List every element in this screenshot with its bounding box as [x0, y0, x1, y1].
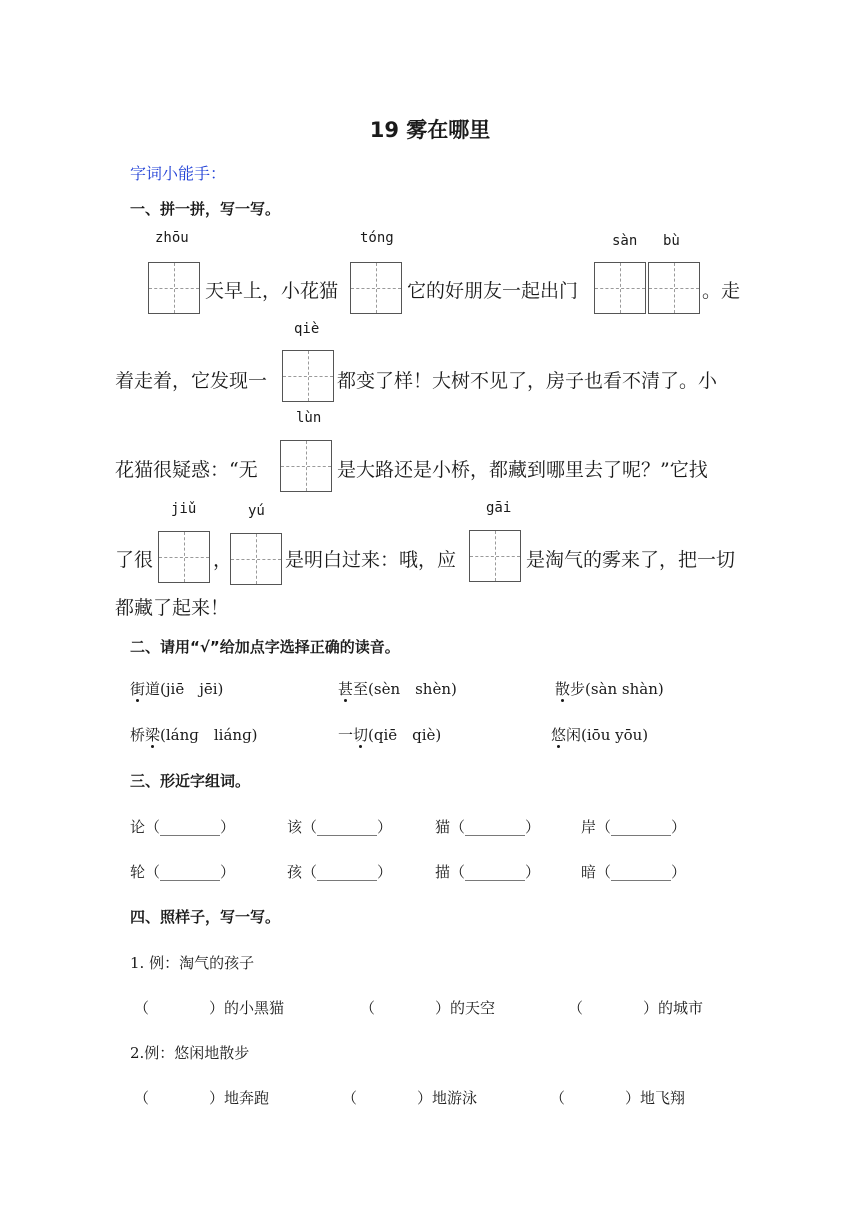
pinyin-tong: tóng	[360, 230, 394, 246]
writing-box-tong[interactable]	[350, 262, 402, 314]
section3-heading: 三、形近字组词。	[130, 772, 251, 790]
pinyin-san: sàn	[612, 233, 638, 249]
word-blank-gai[interactable]: 该（________）	[287, 818, 393, 836]
word-blank-lun2[interactable]: 轮（________）	[130, 863, 236, 881]
plain-char: 桥	[130, 726, 146, 744]
dotted-char: 梁	[145, 726, 161, 744]
section2-heading: 二、请用“√”给加点字选择正确的读音。	[130, 638, 400, 656]
section-subtitle: 字词小能手：	[130, 164, 227, 183]
passage-line4b: ，	[213, 549, 233, 571]
passage-line1c: 。走	[702, 280, 741, 302]
writing-box-san[interactable]	[594, 262, 646, 314]
section1-heading: 一、拼一拼，写一写。	[130, 200, 281, 218]
word-blank-mao[interactable]: 猫（________）	[435, 818, 541, 836]
word-blank-an2[interactable]: 暗（________）	[581, 863, 687, 881]
pinyin-qie: qiè	[294, 321, 320, 337]
passage-line4d: 是淘气的雾来了，把一切	[526, 549, 736, 571]
reading-option-sanbu	[555, 678, 664, 699]
pinyin-lun: lùn	[296, 410, 322, 426]
writing-box-lun[interactable]	[280, 440, 332, 492]
example2-label: 2.例：悠闲地散步	[130, 1044, 250, 1062]
reading-option-youxian	[551, 724, 648, 745]
passage-line3a: 花猫很疑惑：“无	[115, 459, 258, 481]
passage-line3b: 是大路还是小桥，都藏到哪里去了呢？”它找	[337, 459, 708, 481]
reading-option-qiaoliang	[130, 724, 258, 745]
reading-option-shenzhi	[338, 678, 457, 699]
reading-option-jiedao	[130, 678, 223, 699]
passage-line4a: 了很	[115, 549, 154, 571]
dotted-char: 散	[555, 680, 571, 698]
pinyin-jiu: jiǔ	[171, 501, 197, 517]
reading-choices: (lánɡ liánɡ)	[160, 726, 258, 744]
word-blank-lun[interactable]: 论（________）	[130, 818, 236, 836]
reading-choices: 闲(iōu yōu)	[566, 726, 649, 744]
pinyin-yu: yú	[248, 503, 265, 519]
fill-blank-chengshi[interactable]: （ ）的城市	[568, 999, 704, 1017]
fill-blank-xiaoheimao[interactable]: （ ）的小黑猫	[134, 999, 285, 1017]
word-blank-hai[interactable]: 孩（________）	[287, 863, 393, 881]
passage-line2a: 着走着，它发现一	[115, 370, 268, 392]
writing-box-jiu[interactable]	[158, 531, 210, 583]
passage-line2b: 都变了样！大树不见了，房子也看不清了。小	[337, 370, 718, 392]
page-title: 19 雾在哪里	[369, 118, 491, 142]
dotted-char: 切	[353, 726, 369, 744]
writing-box-yu[interactable]	[230, 533, 282, 585]
dotted-char: 悠	[551, 726, 567, 744]
passage-line5: 都藏了起来！	[115, 597, 230, 619]
reading-choices: 步(sàn shàn)	[570, 680, 664, 698]
pinyin-bu: bù	[663, 233, 680, 249]
word-blank-miao[interactable]: 描（________）	[435, 863, 541, 881]
writing-box-bu[interactable]	[648, 262, 700, 314]
fill-blank-tiankong[interactable]: （ ）的天空	[360, 999, 496, 1017]
word-blank-an[interactable]: 岸（________）	[581, 818, 687, 836]
plain-char: 一	[338, 726, 354, 744]
writing-box-qie[interactable]	[282, 350, 334, 402]
reading-option-yiqie	[338, 724, 441, 745]
reading-choices: (qiē qiè)	[368, 726, 442, 744]
reading-choices: 道(jiē jēi)	[145, 680, 224, 698]
example1-label: 1. 例：淘气的孩子	[130, 954, 255, 972]
writing-box-gai[interactable]	[469, 530, 521, 582]
fill-blank-feixiang[interactable]: （ ）地飞翔	[550, 1089, 686, 1107]
passage-line1a: 天早上，小花猫	[205, 280, 339, 302]
dotted-char: 甚	[338, 680, 354, 698]
pinyin-gai: gāi	[486, 500, 512, 516]
fill-blank-benpao[interactable]: （ ）地奔跑	[134, 1089, 270, 1107]
fill-blank-youyong[interactable]: （ ）地游泳	[342, 1089, 478, 1107]
section4-heading: 四、照样子，写一写。	[130, 908, 281, 926]
reading-choices: 至(sèn shèn)	[353, 680, 457, 698]
writing-box-zhou[interactable]	[148, 262, 200, 314]
pinyin-zhou: zhōu	[155, 230, 189, 246]
passage-line4c: 是明白过来：哦，应	[285, 549, 457, 571]
dotted-char: 街	[130, 680, 146, 698]
passage-line1b: 它的好朋友一起出门	[407, 280, 579, 302]
